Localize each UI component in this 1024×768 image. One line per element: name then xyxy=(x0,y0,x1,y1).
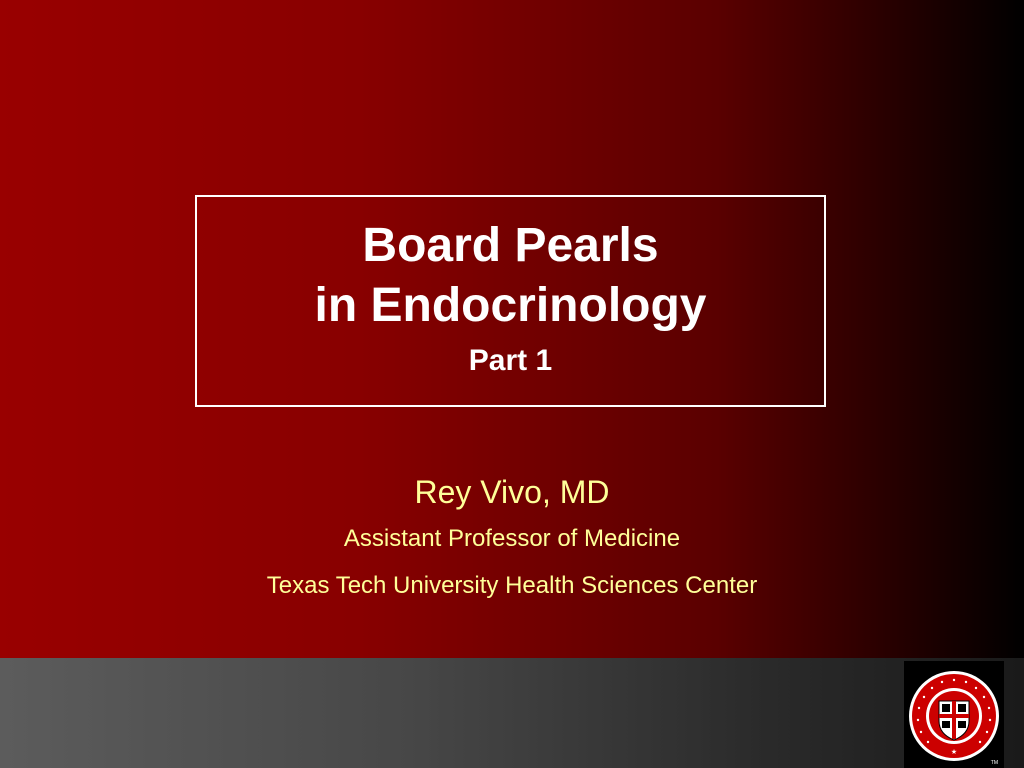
svg-text:TM: TM xyxy=(990,760,998,766)
author-name: Rey Vivo, MD xyxy=(414,474,610,510)
university-seal-icon xyxy=(906,666,1002,766)
title-box xyxy=(195,195,826,407)
title-line-2: in Endocrinology xyxy=(314,279,707,332)
title-part: Part 1 xyxy=(468,344,553,377)
svg-text:★: ★ xyxy=(950,749,958,756)
footer-bar xyxy=(0,658,1024,768)
author-role: Assistant Professor of Medicine xyxy=(343,525,681,552)
author-organization: Texas Tech University Health Sciences Center xyxy=(266,572,758,599)
title-line-1: Board Pearls xyxy=(362,219,659,272)
logo xyxy=(904,661,1004,768)
